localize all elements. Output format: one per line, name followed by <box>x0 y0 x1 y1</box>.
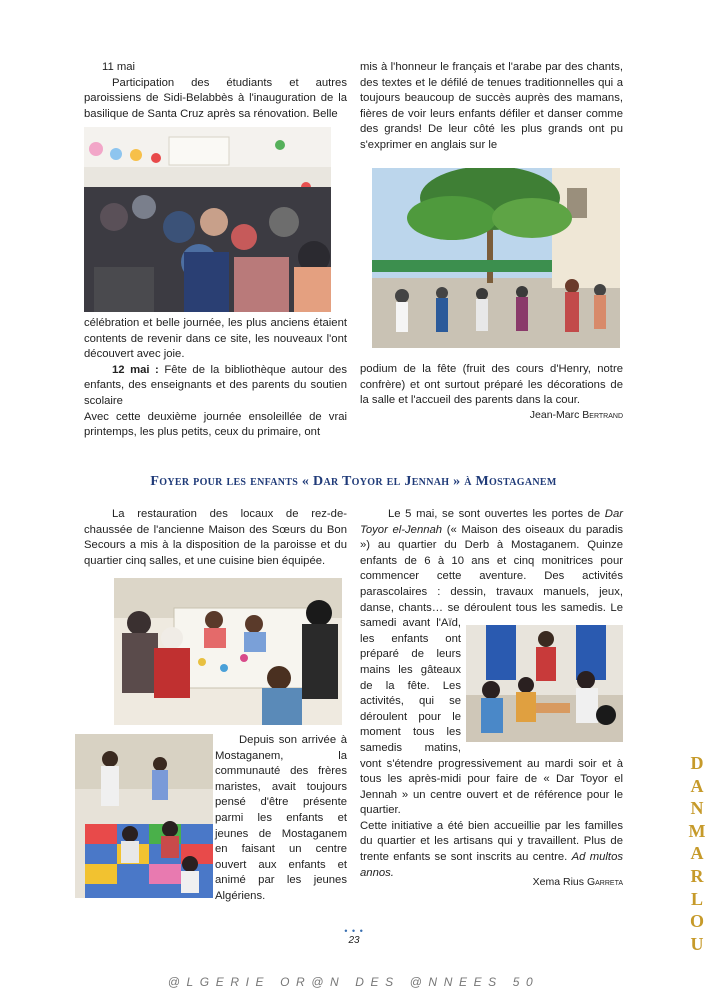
footer-title: @LGERIE OR@N DES @NNEES 50 <box>167 975 540 989</box>
signature-jean-marc-bertrand: Jean-Marc Bertrand <box>529 409 623 421</box>
article-title: Foyer pour les enfants « Dar Toyor el Jennah » à Mostaganem <box>150 474 557 489</box>
side-label-text: DANMARLOU <box>688 753 706 954</box>
children-table-activity-photo <box>114 578 342 725</box>
paragraph-continuation: célébration et belle journée, les plus anciens étaient contents de revenir dans ce site, les nouveaux l'ont découvert avec joie. <box>84 317 347 361</box>
page-number-text: 23 <box>348 935 360 946</box>
paragraph: podium de la fête (fruit des cours d'Henry, notre confrère) et ont surtout préparé les décorations de la salle et l'accueil des parents dans la cour. <box>360 363 623 407</box>
page-number <box>340 927 368 946</box>
paragraph: (« Maison des oiseaux du paradis ») au quartier du Derb à Mostaganem. Quinze enfants de 6 à 10 ans et cinq monitrices pour commencer cette aventure. Des activités parascolaires : dessin, travaux manuels, jeux, danse, chants… se déroulent tous les samedis. Le samedi avant l'Aïd, les enfants ont préparé de leurs mains les gâteaux de la fête. Les activités, qui se déroulent pour le moment tous les samedis matins, vont s'étendre progressivement au mardi soir et à tous les après-midi pour faire de « Dar Toyor el Jennah » un centre ouvert et de référence pour le quartier. <box>360 523 623 817</box>
paragraph: Participation des étudiants et autres paroissiens de Sidi-Belabbès à l'inauguration de la basilique de Santa Cruz après sa rénovation. Belle <box>84 76 347 120</box>
side-label-danmarlou <box>688 752 706 955</box>
paragraph: mis à l'honneur le français et l'arabe par des chants, des textes et le défilé de tenues traditionnelles qui a toujours beaucoup de succès auprès des mamans, fières de voir leurs enfants défiler et danser comme des grands! De leur côté les plus grands ont pu s'exprimer en anglais sur le <box>360 61 623 151</box>
paragraph: La restauration des locaux de rez-de-chaussée de l'ancienne Maison des Sœurs du Bon Secours a mis à la disposition de la paroisse et du quartier cinq salles, et une cuisine bien équipée. <box>84 508 347 567</box>
children-play-mat-photo <box>75 734 213 898</box>
paragraph: Avec cette deuxième journée ensoleillée de vrai printemps, les plus petits, ceux du primaire, ont <box>84 410 347 439</box>
courtyard-festival-photo <box>372 168 620 348</box>
paragraph: Le 5 mai, se sont ouvertes les portes de <box>388 508 605 520</box>
emphasis: Dar Toyor el-Jennah <box>360 508 623 536</box>
basilica-crowd-photo <box>84 127 331 312</box>
date-may12: 12 mai : <box>112 363 159 376</box>
paragraph: Fête de la bibliothèque autour des enfants, des enseignants et des parents du soutien scolaire <box>84 363 347 407</box>
date-heading-may11: 11 mai <box>102 61 136 73</box>
photo-wrap-spacer <box>461 619 623 743</box>
signature-xema-rius-garreta: Xema Rius Garreta <box>532 876 623 888</box>
dots-decoration: • • • <box>344 926 364 936</box>
article1-col1-top <box>84 60 347 122</box>
article1-col1-bottom <box>84 316 347 441</box>
article1-col2-bottom <box>360 362 623 409</box>
emphasis: Ad multos annos. <box>360 851 624 879</box>
paragraph: Depuis son arrivée à Mostaganem, la communauté des frères maristes, avait toujours pensé d'être présente parmi les enfants et jeunes de Mostaganem en faisant un centre ouvert aux enfants et animé par les jeunes Algériens. <box>215 734 347 902</box>
paragraph: Cette initiative a été bien accueillie par les familles du quartier et les artisans qui y travaillent. Plus de trente enfants se sont inscrits au centre. <box>360 819 623 864</box>
article2-col2-p1 <box>360 507 623 881</box>
article2-col1-p2 <box>215 733 347 905</box>
article1-col2-top <box>360 60 623 154</box>
article2-col1-p1 <box>84 507 347 569</box>
